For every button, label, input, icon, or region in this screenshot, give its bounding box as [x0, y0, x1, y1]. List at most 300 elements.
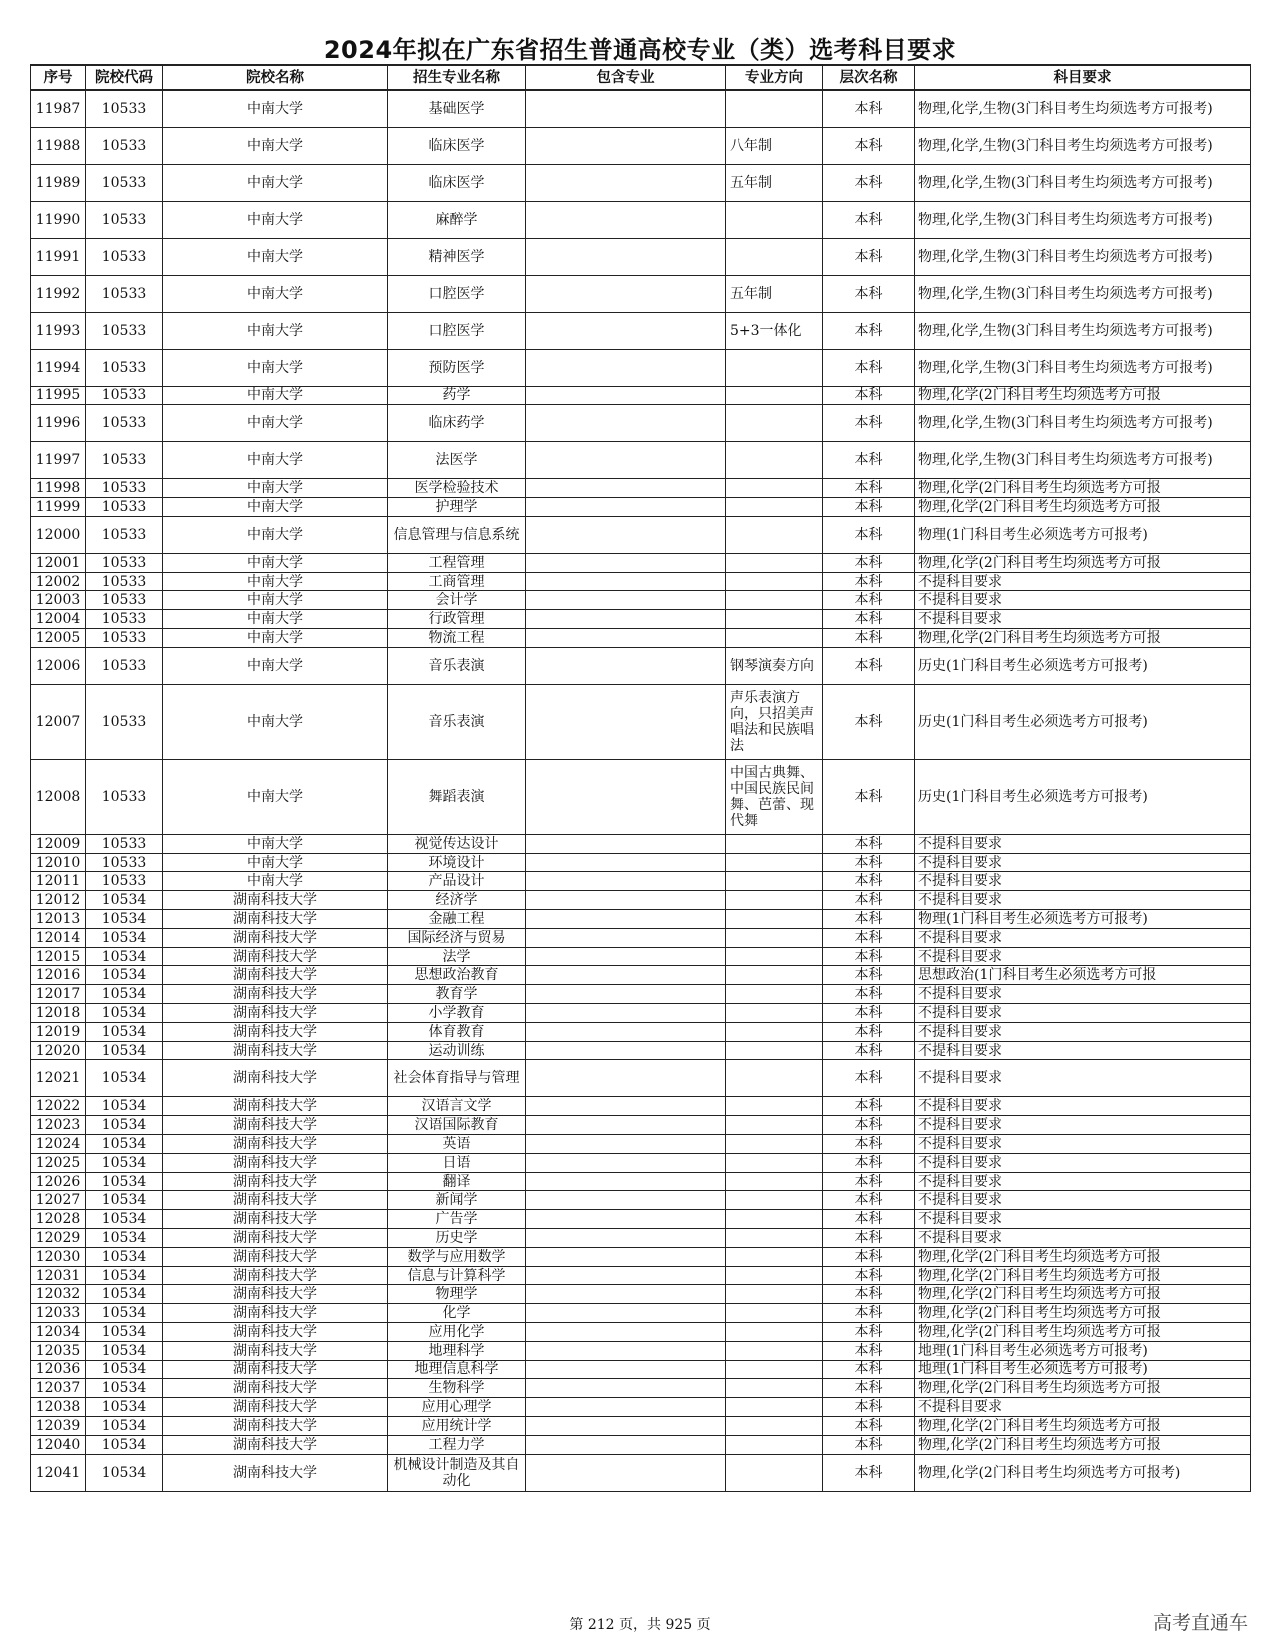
direction-cell: 五年制	[726, 164, 823, 201]
level-cell: 本科	[823, 928, 915, 947]
seq-cell: 12019	[31, 1022, 86, 1041]
direction-cell	[726, 1135, 823, 1154]
table-row	[31, 442, 1251, 479]
school-cell: 中南大学	[163, 629, 388, 648]
seq-cell: 12007	[31, 684, 86, 759]
seq-cell: 12035	[31, 1341, 86, 1360]
included-cell	[526, 516, 726, 553]
major-cell: 历史学	[388, 1229, 526, 1248]
brand-watermark: 高考直通车	[1152, 1612, 1248, 1634]
school-cell: 中南大学	[163, 872, 388, 891]
requirement-cell: 物理,化学,生物(3门科目考生均须选考方可报考)	[915, 349, 1251, 386]
major-cell: 音乐表演	[388, 684, 526, 759]
table-row	[31, 928, 1251, 947]
school-cell: 湖南科技大学	[163, 1022, 388, 1041]
requirement-cell: 物理,化学,生物(3门科目考生均须选考方可报考)	[915, 442, 1251, 479]
seq-cell: 11988	[31, 127, 86, 164]
requirement-cell: 物理,化学,生物(3门科目考生均须选考方可报考)	[915, 201, 1251, 238]
level-cell: 本科	[823, 872, 915, 891]
school-cell: 湖南科技大学	[163, 1135, 388, 1154]
code-cell: 10533	[86, 275, 163, 312]
seq-cell: 11991	[31, 238, 86, 275]
included-cell	[526, 1022, 726, 1041]
seq-cell: 12012	[31, 891, 86, 910]
direction-cell	[726, 985, 823, 1004]
level-cell: 本科	[823, 312, 915, 349]
level-cell: 本科	[823, 1247, 915, 1266]
code-cell: 10533	[86, 405, 163, 442]
header-cell: 科目要求	[915, 65, 1251, 90]
level-cell: 本科	[823, 1341, 915, 1360]
major-cell: 地理信息科学	[388, 1360, 526, 1379]
requirement-cell: 物理,化学(2门科目考生均须选考方可报	[915, 1304, 1251, 1323]
level-cell: 本科	[823, 1135, 915, 1154]
included-cell	[526, 1341, 726, 1360]
requirement-cell: 物理,化学,生物(3门科目考生均须选考方可报考)	[915, 312, 1251, 349]
requirement-cell: 不提科目要求	[915, 1153, 1251, 1172]
included-cell	[526, 1191, 726, 1210]
requirement-cell: 物理,化学,生物(3门科目考生均须选考方可报考)	[915, 238, 1251, 275]
header-cell: 序号	[31, 65, 86, 90]
requirement-cell: 物理(1门科目考生必须选考方可报考)	[915, 516, 1251, 553]
code-cell: 10533	[86, 386, 163, 405]
direction-cell	[726, 591, 823, 610]
code-cell: 10534	[86, 1341, 163, 1360]
table-row	[31, 1304, 1251, 1323]
requirement-cell: 物理,化学(2门科目考生均须选考方可报	[915, 479, 1251, 498]
major-cell: 物流工程	[388, 629, 526, 648]
school-cell: 中南大学	[163, 349, 388, 386]
included-cell	[526, 1435, 726, 1454]
school-cell: 中南大学	[163, 516, 388, 553]
subject-requirements-table	[30, 64, 1251, 1492]
direction-cell	[726, 1116, 823, 1135]
included-cell	[526, 853, 726, 872]
seq-cell: 12028	[31, 1210, 86, 1229]
major-cell: 地理科学	[388, 1341, 526, 1360]
direction-cell: 中国古典舞、中国民族民间舞、芭蕾、现代舞	[726, 759, 823, 834]
table-row	[31, 90, 1251, 127]
level-cell: 本科	[823, 479, 915, 498]
requirement-cell: 不提科目要求	[915, 1191, 1251, 1210]
seq-cell: 12024	[31, 1135, 86, 1154]
header-cell: 院校名称	[163, 65, 388, 90]
seq-cell: 12015	[31, 947, 86, 966]
school-cell: 中南大学	[163, 127, 388, 164]
major-cell: 化学	[388, 1304, 526, 1323]
direction-cell	[726, 553, 823, 572]
seq-cell: 12009	[31, 834, 86, 853]
table-row	[31, 1172, 1251, 1191]
major-cell: 国际经济与贸易	[388, 928, 526, 947]
seq-cell: 12033	[31, 1304, 86, 1323]
header-cell: 层次名称	[823, 65, 915, 90]
included-cell	[526, 1210, 726, 1229]
table-row	[31, 127, 1251, 164]
header-cell: 院校代码	[86, 65, 163, 90]
level-cell: 本科	[823, 1454, 915, 1491]
included-cell	[526, 1323, 726, 1342]
seq-cell: 11995	[31, 386, 86, 405]
requirement-cell: 物理,化学(2门科目考生均须选考方可报	[915, 498, 1251, 517]
code-cell: 10533	[86, 238, 163, 275]
direction-cell	[726, 442, 823, 479]
seq-cell: 11994	[31, 349, 86, 386]
level-cell: 本科	[823, 127, 915, 164]
level-cell: 本科	[823, 164, 915, 201]
level-cell: 本科	[823, 1060, 915, 1097]
requirement-cell: 物理,化学(2门科目考生均须选考方可报	[915, 629, 1251, 648]
seq-cell: 12026	[31, 1172, 86, 1191]
direction-cell	[726, 405, 823, 442]
code-cell: 10534	[86, 910, 163, 929]
direction-cell: 钢琴演奏方向	[726, 647, 823, 684]
requirement-cell: 物理,化学(2门科目考生均须选考方可报	[915, 1285, 1251, 1304]
direction-cell	[726, 1247, 823, 1266]
seq-cell: 12038	[31, 1398, 86, 1417]
major-cell: 麻醉学	[388, 201, 526, 238]
school-cell: 中南大学	[163, 553, 388, 572]
seq-cell: 11987	[31, 90, 86, 127]
seq-cell: 12036	[31, 1360, 86, 1379]
included-cell	[526, 312, 726, 349]
direction-cell	[726, 349, 823, 386]
code-cell: 10533	[86, 498, 163, 517]
included-cell	[526, 947, 726, 966]
code-cell: 10533	[86, 872, 163, 891]
included-cell	[526, 553, 726, 572]
major-cell: 工程管理	[388, 553, 526, 572]
included-cell	[526, 928, 726, 947]
direction-cell	[726, 1210, 823, 1229]
included-cell	[526, 629, 726, 648]
included-cell	[526, 1304, 726, 1323]
table-row	[31, 684, 1251, 759]
included-cell	[526, 1153, 726, 1172]
included-cell	[526, 275, 726, 312]
school-cell: 湖南科技大学	[163, 1341, 388, 1360]
included-cell	[526, 1454, 726, 1491]
direction-cell	[726, 947, 823, 966]
code-cell: 10533	[86, 629, 163, 648]
header-cell: 包含专业	[526, 65, 726, 90]
code-cell: 10533	[86, 572, 163, 591]
seq-cell: 12018	[31, 1004, 86, 1023]
seq-cell: 12005	[31, 629, 86, 648]
table-row	[31, 1153, 1251, 1172]
included-cell	[526, 1004, 726, 1023]
table-row	[31, 1041, 1251, 1060]
requirement-cell: 不提科目要求	[915, 834, 1251, 853]
included-cell	[526, 127, 726, 164]
major-cell: 工程力学	[388, 1435, 526, 1454]
code-cell: 10534	[86, 1323, 163, 1342]
code-cell: 10534	[86, 1191, 163, 1210]
school-cell: 中南大学	[163, 498, 388, 517]
code-cell: 10533	[86, 201, 163, 238]
level-cell: 本科	[823, 1323, 915, 1342]
level-cell: 本科	[823, 1229, 915, 1248]
level-cell: 本科	[823, 684, 915, 759]
level-cell: 本科	[823, 1210, 915, 1229]
direction-cell	[726, 1266, 823, 1285]
table-row	[31, 1191, 1251, 1210]
seq-cell: 12039	[31, 1416, 86, 1435]
major-cell: 教育学	[388, 985, 526, 1004]
page-title: 2024年拟在广东省招生普通高校专业（类）选考科目要求	[323, 36, 957, 64]
level-cell: 本科	[823, 610, 915, 629]
code-cell: 10534	[86, 1229, 163, 1248]
major-cell: 金融工程	[388, 910, 526, 929]
table-row	[31, 1097, 1251, 1116]
school-cell: 中南大学	[163, 834, 388, 853]
major-cell: 口腔医学	[388, 275, 526, 312]
requirement-cell: 物理,化学,生物(3门科目考生均须选考方可报考)	[915, 164, 1251, 201]
code-cell: 10533	[86, 553, 163, 572]
level-cell: 本科	[823, 591, 915, 610]
included-cell	[526, 759, 726, 834]
requirement-cell: 物理,化学(2门科目考生均须选考方可报	[915, 1323, 1251, 1342]
major-cell: 基础医学	[388, 90, 526, 127]
seq-cell: 11996	[31, 405, 86, 442]
school-cell: 中南大学	[163, 442, 388, 479]
school-cell: 中南大学	[163, 238, 388, 275]
school-cell: 湖南科技大学	[163, 947, 388, 966]
level-cell: 本科	[823, 853, 915, 872]
school-cell: 湖南科技大学	[163, 966, 388, 985]
requirement-cell: 不提科目要求	[915, 591, 1251, 610]
requirement-cell: 不提科目要求	[915, 1135, 1251, 1154]
code-cell: 10534	[86, 1060, 163, 1097]
included-cell	[526, 1116, 726, 1135]
code-cell: 10533	[86, 759, 163, 834]
major-cell: 医学检验技术	[388, 479, 526, 498]
requirement-cell: 不提科目要求	[915, 610, 1251, 629]
direction-cell	[726, 910, 823, 929]
included-cell	[526, 442, 726, 479]
requirement-cell: 物理,化学(2门科目考生均须选考方可报考)	[915, 1454, 1251, 1491]
code-cell: 10533	[86, 164, 163, 201]
direction-cell	[726, 201, 823, 238]
table-row	[31, 238, 1251, 275]
school-cell: 湖南科技大学	[163, 1247, 388, 1266]
seq-cell: 12027	[31, 1191, 86, 1210]
school-cell: 中南大学	[163, 610, 388, 629]
code-cell: 10534	[86, 1153, 163, 1172]
school-cell: 中南大学	[163, 684, 388, 759]
requirement-cell: 不提科目要求	[915, 1022, 1251, 1041]
table-row	[31, 985, 1251, 1004]
major-cell: 汉语言文学	[388, 1097, 526, 1116]
direction-cell: 声乐表演方向，只招美声唱法和民族唱法	[726, 684, 823, 759]
requirement-cell: 物理(1门科目考生必须选考方可报考)	[915, 910, 1251, 929]
level-cell: 本科	[823, 1285, 915, 1304]
included-cell	[526, 910, 726, 929]
level-cell: 本科	[823, 629, 915, 648]
major-cell: 临床药学	[388, 405, 526, 442]
major-cell: 翻译	[388, 1172, 526, 1191]
direction-cell: 五年制	[726, 275, 823, 312]
code-cell: 10533	[86, 647, 163, 684]
code-cell: 10534	[86, 891, 163, 910]
direction-cell	[726, 238, 823, 275]
direction-cell	[726, 1304, 823, 1323]
seq-cell: 11989	[31, 164, 86, 201]
direction-cell	[726, 1041, 823, 1060]
included-cell	[526, 349, 726, 386]
major-cell: 信息与计算科学	[388, 1266, 526, 1285]
requirement-cell: 不提科目要求	[915, 1116, 1251, 1135]
seq-cell: 12041	[31, 1454, 86, 1491]
level-cell: 本科	[823, 1022, 915, 1041]
direction-cell	[726, 1341, 823, 1360]
included-cell	[526, 1229, 726, 1248]
level-cell: 本科	[823, 1398, 915, 1417]
major-cell: 法学	[388, 947, 526, 966]
requirement-cell: 不提科目要求	[915, 1004, 1251, 1023]
seq-cell: 11990	[31, 201, 86, 238]
included-cell	[526, 1041, 726, 1060]
level-cell: 本科	[823, 1172, 915, 1191]
school-cell: 湖南科技大学	[163, 985, 388, 1004]
requirement-cell: 地理(1门科目考生必须选考方可报考)	[915, 1360, 1251, 1379]
header-cell: 专业方向	[726, 65, 823, 90]
requirement-cell: 不提科目要求	[915, 1398, 1251, 1417]
seq-cell: 12023	[31, 1116, 86, 1135]
major-cell: 新闻学	[388, 1191, 526, 1210]
table-row	[31, 1266, 1251, 1285]
level-cell: 本科	[823, 275, 915, 312]
direction-cell	[726, 1435, 823, 1454]
school-cell: 中南大学	[163, 275, 388, 312]
seq-cell: 12021	[31, 1060, 86, 1097]
major-cell: 小学教育	[388, 1004, 526, 1023]
school-cell: 湖南科技大学	[163, 928, 388, 947]
seq-cell: 12011	[31, 872, 86, 891]
major-cell: 数学与应用数学	[388, 1247, 526, 1266]
code-cell: 10533	[86, 127, 163, 164]
requirement-cell: 地理(1门科目考生必须选考方可报考)	[915, 1341, 1251, 1360]
code-cell: 10534	[86, 1266, 163, 1285]
requirement-cell: 物理,化学(2门科目考生均须选考方可报	[915, 1435, 1251, 1454]
school-cell: 湖南科技大学	[163, 1285, 388, 1304]
requirement-cell: 不提科目要求	[915, 572, 1251, 591]
requirement-cell: 物理,化学,生物(3门科目考生均须选考方可报考)	[915, 405, 1251, 442]
school-cell: 中南大学	[163, 405, 388, 442]
seq-cell: 12037	[31, 1379, 86, 1398]
level-cell: 本科	[823, 386, 915, 405]
included-cell	[526, 479, 726, 498]
table-row	[31, 759, 1251, 834]
code-cell: 10534	[86, 1435, 163, 1454]
table-row	[31, 572, 1251, 591]
major-cell: 应用心理学	[388, 1398, 526, 1417]
direction-cell	[726, 610, 823, 629]
level-cell: 本科	[823, 1379, 915, 1398]
direction-cell	[726, 1191, 823, 1210]
seq-cell: 12034	[31, 1323, 86, 1342]
code-cell: 10534	[86, 1360, 163, 1379]
code-cell: 10534	[86, 1247, 163, 1266]
table-row	[31, 1454, 1251, 1491]
direction-cell: 八年制	[726, 127, 823, 164]
requirement-cell: 物理,化学(2门科目考生均须选考方可报	[915, 1247, 1251, 1266]
level-cell: 本科	[823, 891, 915, 910]
direction-cell	[726, 1416, 823, 1435]
code-cell: 10534	[86, 1285, 163, 1304]
included-cell	[526, 572, 726, 591]
requirement-cell: 不提科目要求	[915, 985, 1251, 1004]
direction-cell	[726, 966, 823, 985]
requirement-cell: 历史(1门科目考生必须选考方可报考)	[915, 759, 1251, 834]
table-row	[31, 591, 1251, 610]
requirement-cell: 物理,化学,生物(3门科目考生均须选考方可报考)	[915, 90, 1251, 127]
level-cell: 本科	[823, 349, 915, 386]
requirement-cell: 不提科目要求	[915, 947, 1251, 966]
school-cell: 湖南科技大学	[163, 1153, 388, 1172]
seq-cell: 12032	[31, 1285, 86, 1304]
code-cell: 10534	[86, 966, 163, 985]
seq-cell: 12008	[31, 759, 86, 834]
table-row	[31, 610, 1251, 629]
table-row	[31, 1416, 1251, 1435]
direction-cell	[726, 872, 823, 891]
level-cell: 本科	[823, 1041, 915, 1060]
table-row	[31, 386, 1251, 405]
code-cell: 10534	[86, 985, 163, 1004]
requirement-cell: 物理,化学(2门科目考生均须选考方可报	[915, 553, 1251, 572]
included-cell	[526, 985, 726, 1004]
direction-cell	[726, 386, 823, 405]
direction-cell	[726, 834, 823, 853]
table-row	[31, 479, 1251, 498]
table-row	[31, 516, 1251, 553]
table-row	[31, 834, 1251, 853]
included-cell	[526, 891, 726, 910]
requirement-cell: 不提科目要求	[915, 872, 1251, 891]
major-cell: 环境设计	[388, 853, 526, 872]
major-cell: 护理学	[388, 498, 526, 517]
requirement-cell: 物理,化学,生物(3门科目考生均须选考方可报考)	[915, 275, 1251, 312]
direction-cell: 5+3一体化	[726, 312, 823, 349]
school-cell: 中南大学	[163, 591, 388, 610]
major-cell: 应用化学	[388, 1323, 526, 1342]
major-cell: 药学	[388, 386, 526, 405]
school-cell: 中南大学	[163, 647, 388, 684]
seq-cell: 12031	[31, 1266, 86, 1285]
school-cell: 湖南科技大学	[163, 1097, 388, 1116]
level-cell: 本科	[823, 553, 915, 572]
level-cell: 本科	[823, 498, 915, 517]
school-cell: 中南大学	[163, 90, 388, 127]
seq-cell: 12000	[31, 516, 86, 553]
school-cell: 湖南科技大学	[163, 1004, 388, 1023]
school-cell: 湖南科技大学	[163, 1304, 388, 1323]
code-cell: 10533	[86, 516, 163, 553]
direction-cell	[726, 1323, 823, 1342]
included-cell	[526, 1247, 726, 1266]
level-cell: 本科	[823, 1097, 915, 1116]
code-cell: 10534	[86, 928, 163, 947]
major-cell: 体育教育	[388, 1022, 526, 1041]
direction-cell	[726, 1379, 823, 1398]
included-cell	[526, 610, 726, 629]
school-cell: 中南大学	[163, 572, 388, 591]
requirement-cell: 不提科目要求	[915, 1097, 1251, 1116]
direction-cell	[726, 516, 823, 553]
table-row	[31, 1060, 1251, 1097]
major-cell: 生物科学	[388, 1379, 526, 1398]
